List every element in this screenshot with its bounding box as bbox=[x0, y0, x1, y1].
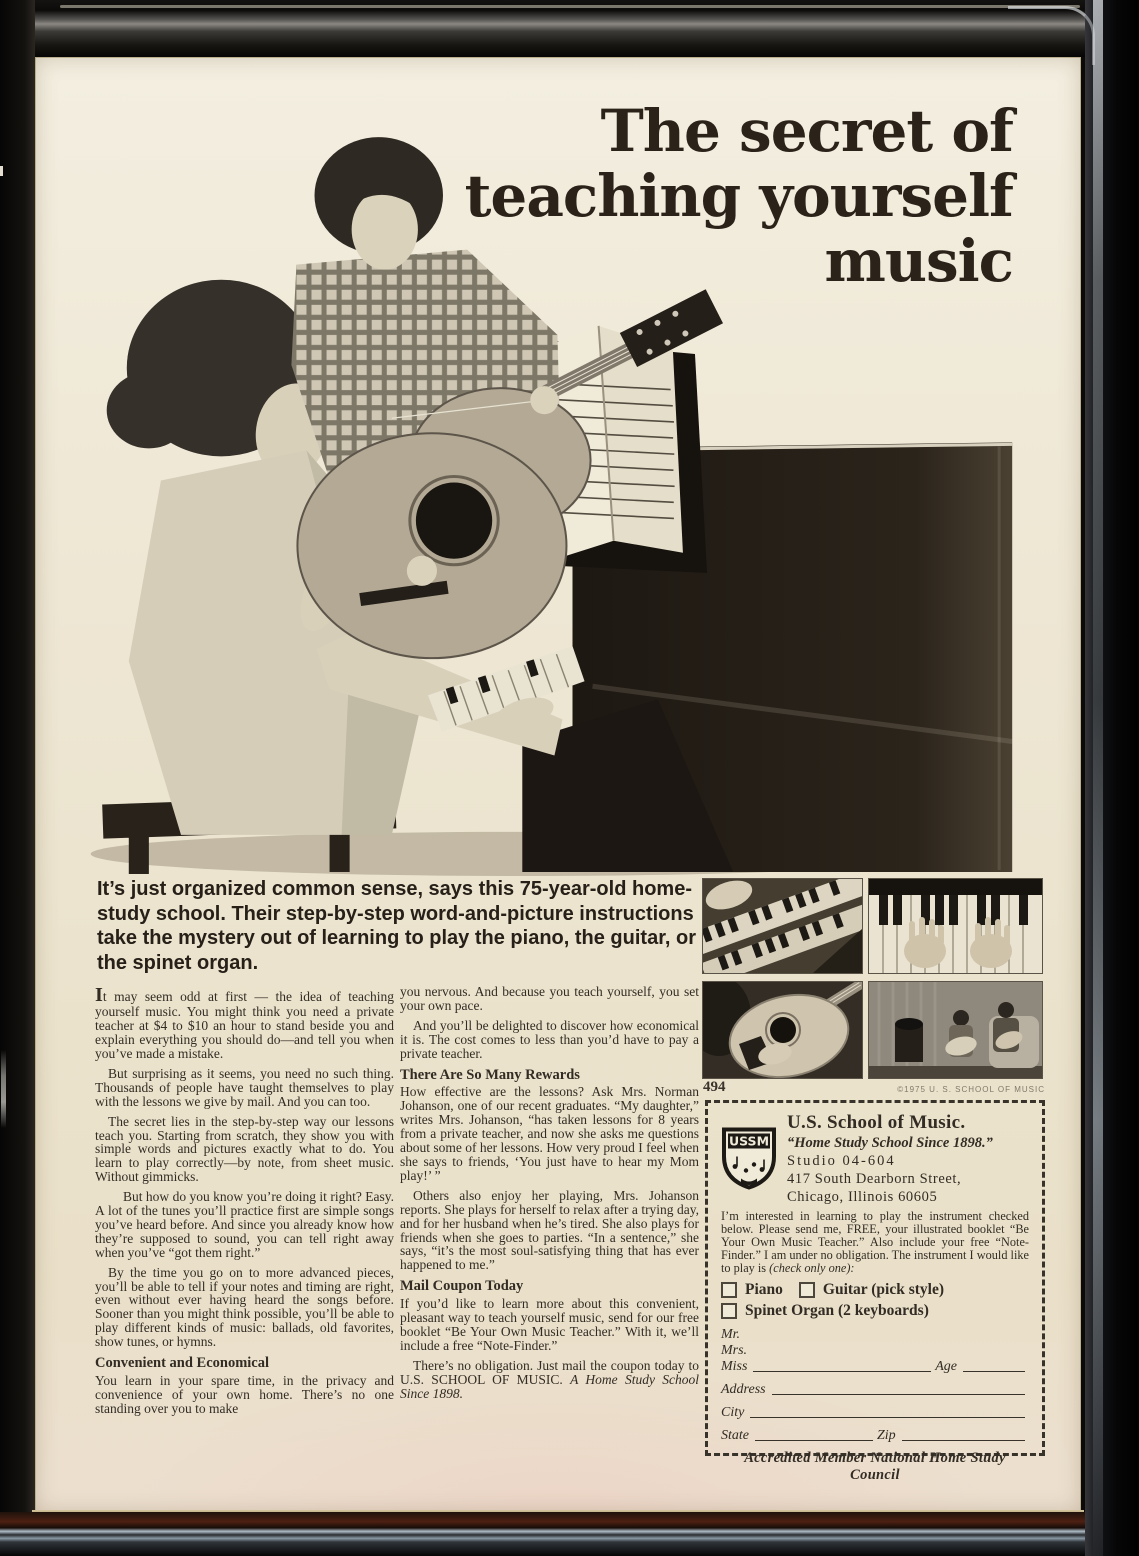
headline-line: teaching yourself bbox=[464, 162, 1013, 230]
city-state-zip: Chicago, Illinois 60605 bbox=[787, 1189, 938, 1205]
form-label: Zip bbox=[877, 1428, 896, 1443]
ussm-shield-logo-icon bbox=[721, 1111, 777, 1206]
svg-text:USSM: USSM bbox=[728, 1133, 770, 1149]
case-top-reflection bbox=[0, 0, 1139, 57]
form-label: City bbox=[721, 1405, 745, 1420]
street-address: 417 South Dearborn Street, bbox=[787, 1171, 962, 1187]
body-paragraph: And you’ll be delighted to discover how economical it is. The cost comes to less than you’d have to pay a private teacher. bbox=[400, 1017, 699, 1061]
form-label: Address bbox=[721, 1382, 766, 1397]
coupon-header bbox=[721, 1109, 1029, 1206]
form-label: State bbox=[721, 1428, 749, 1443]
headline-line: music bbox=[824, 227, 1013, 295]
blank-line bbox=[772, 1394, 1025, 1395]
checkbox-piano bbox=[721, 1281, 783, 1299]
checkbox-icon bbox=[799, 1282, 815, 1298]
form-line-state-zip bbox=[721, 1429, 1029, 1443]
intro-paragraph: It’s just organized common sense, says this 75-year-old home-study school. Their step-by-step word-and-picture instructions take the mystery out of learning to play the piano, the guitar, or the spinet organ. bbox=[97, 878, 696, 974]
body-paragraph: How effective are the lessons? Ask Mrs. Norman Johanson, one of our recent graduates. “My daughter,” writes Mrs. Johanson, “has taken lessons for 8 years from a private teacher, and now she asks me questions about some of her lessons. How very proud I feel when she says to friends, ‘You just have to hear my Mom play!’ ” bbox=[400, 1084, 699, 1183]
checkbox-label: Piano bbox=[745, 1281, 783, 1298]
checkbox-icon bbox=[721, 1282, 737, 1298]
checkbox-spinet-organ bbox=[721, 1302, 929, 1320]
photo-guitar-close-up bbox=[703, 982, 862, 1078]
form-line-city bbox=[721, 1406, 1029, 1420]
body-paragraph: You learn in your spare time, in the privacy and convenience of your own home. There’s no one standing over you to make bbox=[95, 1373, 394, 1416]
photo-organ-two-keyboards bbox=[703, 879, 862, 973]
page-number: 494 bbox=[703, 1079, 726, 1095]
blank-line bbox=[902, 1440, 1025, 1441]
photo-home-lesson-scene bbox=[869, 982, 1042, 1078]
case-rounded-corner bbox=[1008, 6, 1095, 65]
column-right bbox=[400, 985, 699, 1406]
body-paragraph: It may seem odd at first — the idea of teaching yourself music. You might think you need a private teacher at $4 to $10 an hour to stand beside you and explain everything you should do—and tell you when you’ve made a mistake. bbox=[95, 984, 394, 1061]
photo-credit: ©1975 U. S. SCHOOL OF MUSIC bbox=[897, 1085, 1045, 1094]
coupon-address-block bbox=[787, 1109, 993, 1206]
body-paragraph: But how do you know you’re doing it right? Easy. A lot of the tunes you’ll practice first are simple songs you’ve heard before. And since you already know how they’re supposed to sound, you can tell right away when you’ve “got them right.” bbox=[95, 1189, 394, 1260]
form-label: Mrs. bbox=[721, 1343, 748, 1358]
section-heading-convenient-economical: Convenient and Economical bbox=[95, 1355, 270, 1372]
headline bbox=[465, 99, 1013, 294]
school-name: U.S. School of Music. bbox=[787, 1112, 966, 1133]
form-label: Mr. bbox=[721, 1327, 741, 1342]
blank-line bbox=[963, 1371, 1025, 1372]
case-bottom-reflection bbox=[0, 1512, 1139, 1556]
case-scratch bbox=[0, 166, 3, 176]
form-line-miss-age bbox=[721, 1360, 1029, 1374]
form-line-address bbox=[721, 1383, 1029, 1397]
case-right-highlight bbox=[1093, 0, 1103, 1556]
coupon-body-italic: (check only one): bbox=[769, 1261, 855, 1275]
magazine-page bbox=[35, 57, 1081, 1513]
studio-number: Studio 04-604 bbox=[787, 1153, 896, 1169]
body-paragraph: But surprising as it seems, you need no such thing. Thousands of people have taught themselves to play with the lessons we give by mail. And you can too. bbox=[95, 1065, 394, 1109]
case-highlight bbox=[60, 5, 1080, 8]
section-heading-so-many-rewards: There Are So Many Rewards bbox=[400, 1066, 580, 1083]
body-paragraph: The secret lies in the step-by-step way our lessons teach you. Starting from scratch, they show you with simple words and pictures exactly what to do. You learn to play correctly—by note, from sheet music. Without gimmicks. bbox=[95, 1113, 394, 1185]
form-line-mr bbox=[721, 1328, 1029, 1342]
photo-grid bbox=[703, 879, 1043, 1078]
headline-line: The secret of bbox=[600, 97, 1013, 165]
instrument-choices bbox=[721, 1281, 1029, 1320]
coupon-body-text bbox=[721, 1210, 1029, 1275]
body-paragraph: Others also enjoy her playing, Mrs. Johanson reports. She plays for herself to relax after a trying day, and for her husband when he’s tired. She also plays for friends when she goes to parties. “In a sentence,” she says, “it’s the most soul-satisfying thing that has ever happened to me.” bbox=[400, 1187, 699, 1273]
case-left-glow bbox=[1, 1050, 6, 1128]
body-paragraph: you nervous. And because you teach yourself, you set your own pace. bbox=[400, 984, 699, 1013]
blank-line bbox=[753, 1371, 931, 1372]
body-paragraph: By the time you go on to more advanced pieces, you’ll be able to tell if your notes and timing are right, even without ever having heard the songs before. Sooner than you might think possible, you’ll be able to play different kinds of music: ballads, old favorites, show tunes, or hymns. bbox=[95, 1264, 394, 1350]
blank-line bbox=[755, 1440, 873, 1441]
closing-text: There’s no obligation. Just mail the coupon today to U.S. SCHOOL OF MUSIC. bbox=[400, 1357, 699, 1387]
body-paragraph bbox=[400, 1359, 699, 1401]
accreditation-line: Accredited Member National Home Study Council bbox=[744, 1450, 1006, 1483]
checkbox-guitar bbox=[799, 1281, 944, 1299]
coupon-body-main: I’m interested in learning to play the instrument checked below. Please send me, FREE, your illustrated booklet “Be Your Own Music Teacher.” Also include your free “Note-Finder.” I am under no obligation. The instrument I would like to play is bbox=[721, 1209, 1029, 1275]
column-left bbox=[95, 985, 394, 1422]
coupon-form bbox=[721, 1328, 1029, 1443]
photo-piano-keys-with-hands bbox=[869, 879, 1042, 973]
school-tagline: “Home Study School Since 1898.” bbox=[787, 1135, 993, 1151]
form-label: Age bbox=[935, 1359, 957, 1374]
mail-coupon bbox=[705, 1100, 1045, 1483]
blank-line bbox=[750, 1417, 1025, 1418]
form-label: Miss bbox=[721, 1359, 748, 1374]
closing-tagline: A Home Study School Since 1898. bbox=[400, 1371, 700, 1401]
checkbox-label: Spinet Organ (2 keyboards) bbox=[745, 1302, 929, 1319]
body-paragraph: If you’d like to learn more about this convenient, pleasant way to teach yourself music, send for our free booklet “Be Your Own Music Teacher.” With it, we’ll include a free “Note-Finder.” bbox=[400, 1296, 699, 1353]
section-heading-mail-coupon-today: Mail Coupon Today bbox=[400, 1278, 524, 1295]
checkbox-icon bbox=[721, 1303, 737, 1319]
checkbox-label: Guitar (pick style) bbox=[822, 1281, 945, 1298]
form-line-mrs bbox=[721, 1344, 1029, 1358]
case-left-edge bbox=[0, 0, 35, 1556]
